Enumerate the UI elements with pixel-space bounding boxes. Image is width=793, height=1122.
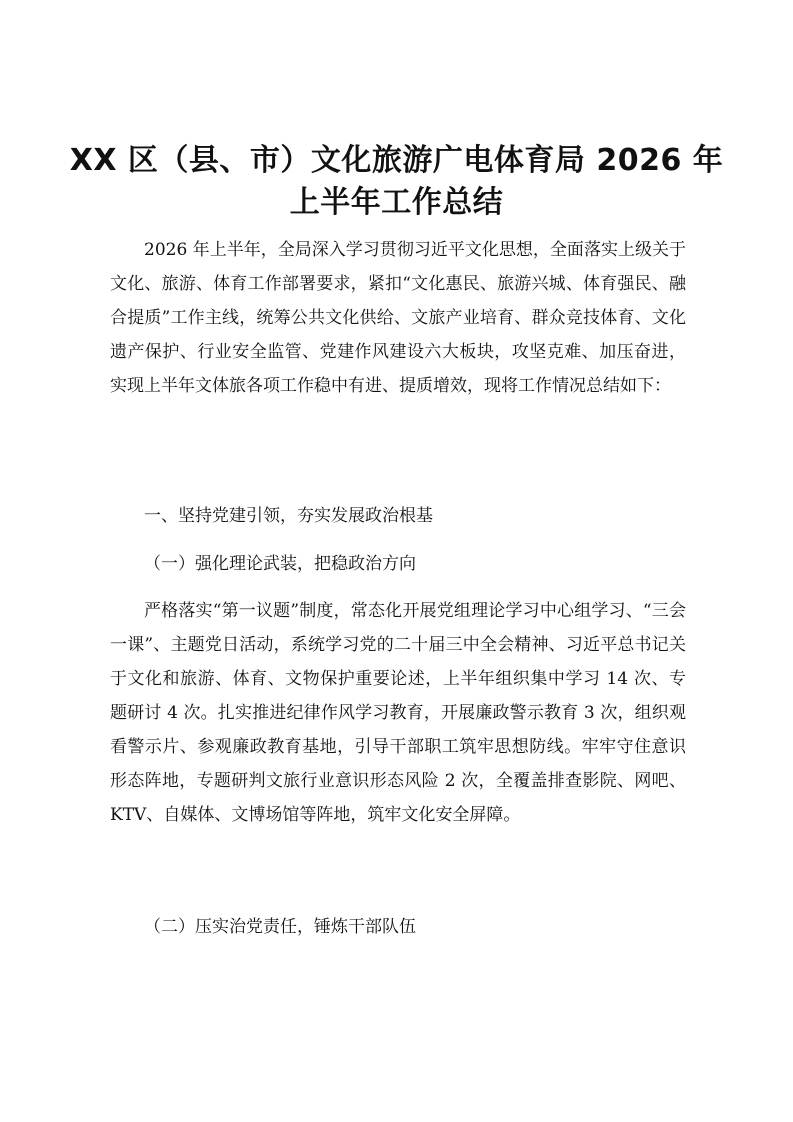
subsection-1-paragraph: 严格落实“第一议题”制度，常态化开展党组理论学习中心组学习、“三会一课”、主题党日活动，系统学习党的二十届三中全会精神、习近平总书记关于文化和旅游、体育、文物保护重要论述，上半年组织集中学习 14 次、专题研讨 4 次。扎实推进纪律作风学习教育，开展廉政警示教育 3 次，组织观看警示片、参观廉政教育基地，引导干部职工筑牢思想防线。牢牢守住意识形态阵地，专题研判文旅行业意识形态风险 2 次，全覆盖排查影院、网吧、KTV、自媒体、文博场馆等阵地，筑牢文化安全屏障。 xyxy=(110,601,686,825)
subsection-1-heading: （一）强化理论武装，把稳政治方向 xyxy=(144,554,416,574)
section-1-heading: 一、坚持党建引领，夯实发展政治根基 xyxy=(144,506,433,526)
title-line-1: XX 区（县、市）文化旅游广电体育局 2026 年 xyxy=(69,143,724,178)
subsection-2-heading: （二）压实治党责任，锤炼干部队伍 xyxy=(144,917,416,937)
document-title xyxy=(60,140,733,224)
title-line-2: 上半年工作总结 xyxy=(289,185,504,220)
intro-paragraph: 2026 年上半年，全局深入学习贯彻习近平文化思想，全面落实上级关于文化、旅游、体育工作部署要求，紧扣“文化惠民、旅游兴城、体育强民、融合提质”工作主线，统筹公共文化供给、文旅产业培育、群众竞技体育、文化遗产保护、行业安全监管、党建作风建设六大板块，攻坚克难、加压奋进，实现上半年文体旅各项工作稳中有进、提质增效，现将工作情况总结如下： xyxy=(110,240,686,396)
